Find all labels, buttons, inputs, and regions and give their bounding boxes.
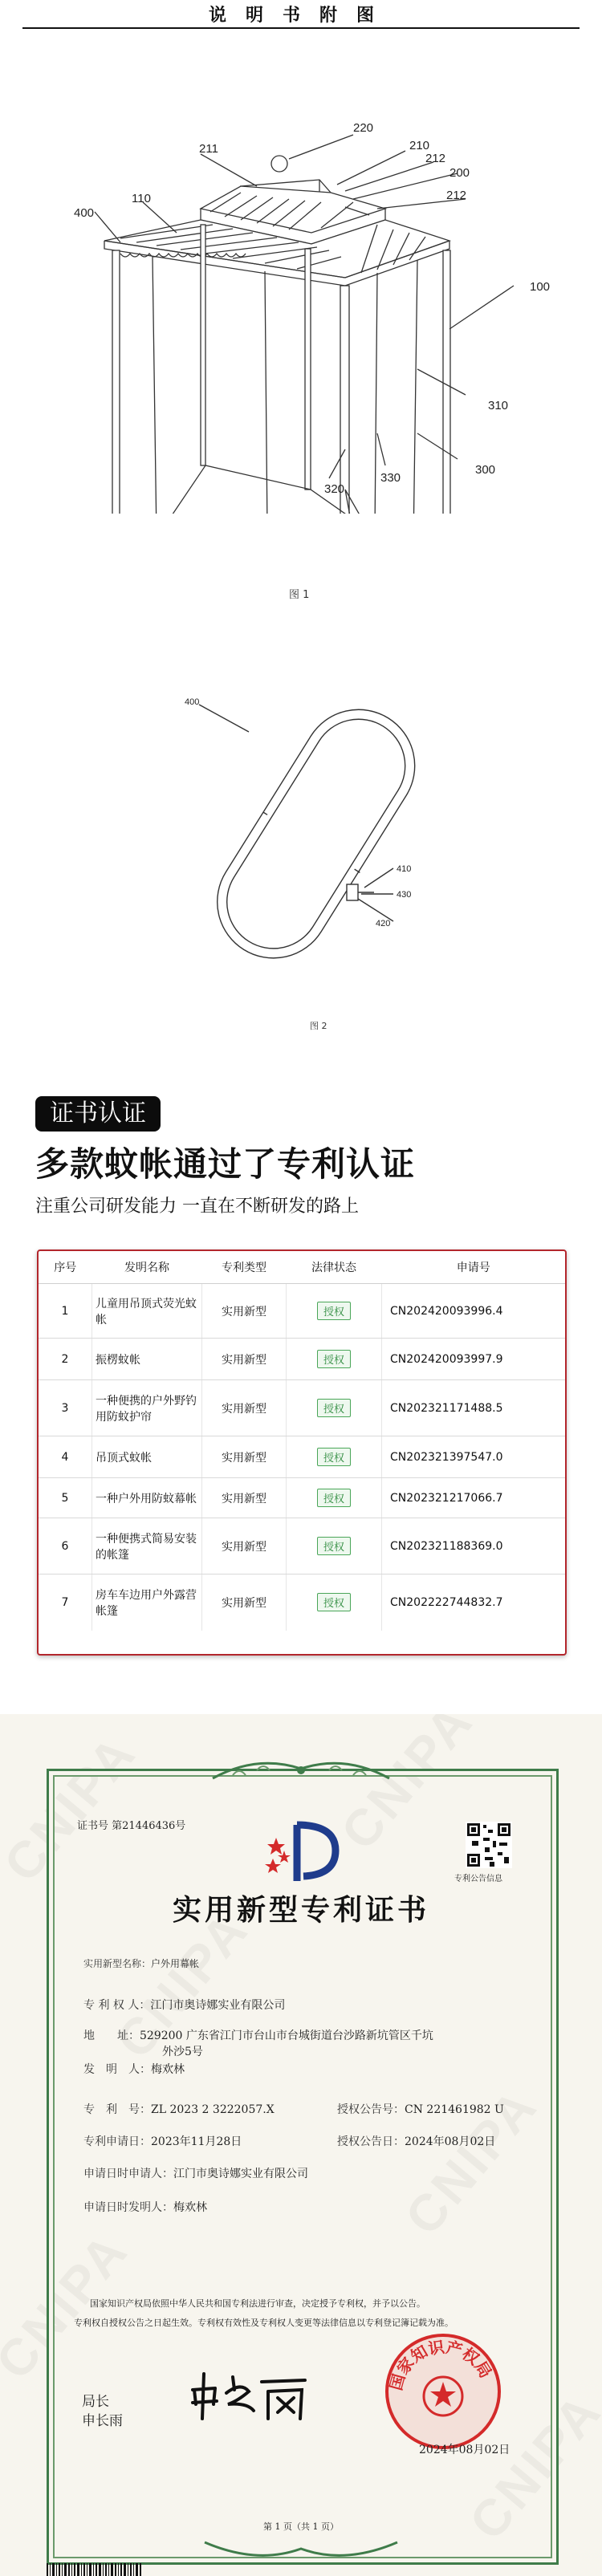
ref-410: 410 [397, 864, 412, 874]
table-row [39, 1380, 565, 1436]
field-label: 申请日时发明人： [83, 2201, 173, 2214]
cell-name: 吊顶式蚊帐 [92, 1436, 202, 1478]
ref-400-fig2: 400 [185, 697, 200, 707]
statement-1: 国家知识产权局依照中华人民共和国专利法进行审查，决定授予专利权，并予以公告。 [90, 2298, 425, 2309]
field-value: CN 221461982 U [405, 2103, 504, 2116]
barcode [47, 2563, 143, 2576]
qr-code [466, 1822, 512, 1868]
ref-210: 210 [409, 139, 430, 152]
status-badge: 授权 [317, 1302, 351, 1320]
cell-no: 7 [39, 1574, 92, 1631]
cell-type: 实用新型 [202, 1518, 287, 1574]
ref-220: 220 [353, 121, 374, 135]
table-row [39, 1339, 565, 1380]
ref-330: 330 [380, 471, 401, 485]
table-row [39, 1436, 565, 1478]
status-badge: 授权 [317, 1448, 351, 1466]
status-badge: 授权 [317, 1593, 351, 1611]
seal-date: 2024年08月02日 [419, 2444, 510, 2456]
figure-1-drawing [0, 112, 602, 514]
figure-2-label: 图 2 [310, 1021, 327, 1031]
cell-name: 一种便携式简易安装的帐篷 [92, 1518, 202, 1574]
ref-211: 211 [199, 142, 218, 156]
page-info: 第 1 页（共 1 页） [263, 2521, 339, 2532]
col-header-status: 法律状态 [287, 1251, 382, 1284]
figure-2-drawing [161, 682, 466, 995]
field-label: 专利申请日： [83, 2135, 151, 2148]
cell-no: 1 [39, 1284, 92, 1339]
ref-212-top: 212 [425, 152, 446, 165]
cell-app: CN202321397547.0 [382, 1436, 566, 1478]
field-label: 专 利 号： [83, 2103, 151, 2116]
field-label: 授权公告号： [337, 2103, 405, 2116]
status-badge: 授权 [317, 1399, 351, 1417]
patent-table-frame [37, 1249, 567, 1656]
header-rule [22, 27, 580, 29]
field-value: ZL 2023 2 3222057.X [151, 2103, 275, 2116]
cell-no: 5 [39, 1478, 92, 1518]
col-header-type: 专利类型 [202, 1251, 287, 1284]
cell-type: 实用新型 [202, 1478, 287, 1518]
figure-1-label: 图 1 [289, 589, 310, 601]
cell-name: 一种便携的户外野钓用防蚊护帘 [92, 1380, 202, 1436]
table-row [39, 1478, 565, 1518]
signer-name: 申长雨 [82, 2413, 123, 2429]
table-header-row [39, 1251, 565, 1284]
patent-table [39, 1251, 565, 1631]
official-seal [384, 2332, 502, 2451]
field-value: 2024年08月02日 [405, 2135, 496, 2148]
table-row [39, 1574, 565, 1631]
field-label: 申请日时申请人： [83, 2168, 173, 2180]
field-label: 授权公告日： [337, 2135, 405, 2148]
ref-430: 430 [397, 890, 412, 900]
cell-no: 6 [39, 1518, 92, 1574]
col-header-app: 申请号 [382, 1251, 566, 1284]
cell-app: CN202222744832.7 [390, 1595, 503, 1609]
status-badge: 授权 [317, 1537, 351, 1555]
ref-310: 310 [488, 399, 509, 412]
table-row [39, 1518, 565, 1574]
cell-app: CN202321171488.5 [382, 1380, 566, 1436]
field-label: 地 址： [83, 2030, 140, 2042]
cert-headline: 多款蚊帐通过了专利认证 [35, 1144, 416, 1184]
field-value: 外沙5号 [162, 2046, 203, 2058]
ref-200: 200 [449, 166, 470, 180]
field-value: 江门市奥诗娜实业有限公司 [150, 1999, 286, 2012]
ornament-bottom [201, 2537, 401, 2565]
cell-name: 儿童用吊顶式荧光蚊帐 [92, 1284, 202, 1339]
ref-420: 420 [376, 919, 391, 928]
ref-300: 300 [475, 463, 496, 477]
ref-110: 110 [132, 192, 151, 205]
field-label: 发 明 人： [83, 2063, 151, 2076]
field-value: 江门市奥诗娜实业有限公司 [173, 2168, 308, 2180]
cell-type: 实用新型 [202, 1436, 287, 1478]
cell-type: 实用新型 [202, 1380, 287, 1436]
cert-badge: 证书认证 [35, 1096, 161, 1132]
cell-app: CN202321188369.0 [382, 1518, 566, 1574]
cell-app: CN202420093996.4 [382, 1284, 566, 1339]
seal-text: 国家知识产权局 [385, 2337, 496, 2393]
cell-type: 实用新型 [202, 1339, 287, 1380]
certificate-number: 证书号 第21446436号 [77, 1820, 186, 1832]
field-label: 实用新型名称： [83, 1958, 152, 1969]
col-header-name: 发明名称 [92, 1251, 202, 1284]
ref-212-bottom: 212 [446, 189, 467, 202]
cert-subheadline: 注重公司研发能力 一直在不断研发的路上 [35, 1197, 359, 1217]
field-value: 梅欢林 [173, 2201, 207, 2214]
cell-app: CN202321217066.7 [382, 1478, 566, 1518]
field-value: 529200 广东省江门市台山市台城街道台沙路新坑管区千坑 [140, 2030, 433, 2042]
cell-name: 振楞蚊帐 [92, 1339, 202, 1380]
field-value: 户外用幕帐 [151, 1958, 200, 1969]
field-value: 2023年11月28日 [151, 2135, 242, 2148]
cell-type: 实用新型 [202, 1574, 287, 1631]
cell-no: 2 [39, 1339, 92, 1380]
cell-no: 4 [39, 1436, 92, 1478]
status-badge: 授权 [317, 1350, 351, 1368]
certificate-title: 实用新型专利证书 [172, 1893, 429, 1927]
ornament-top [209, 1754, 393, 1786]
drawings-header: 说明书附图 [208, 5, 393, 26]
col-header-no: 序号 [39, 1251, 92, 1284]
cell-type: 实用新型 [202, 1284, 287, 1339]
cell-name: 房车车边用户外露营帐篷 [92, 1574, 202, 1631]
ref-100: 100 [530, 280, 551, 294]
cnipa-logo [258, 1818, 347, 1886]
signature [185, 2366, 313, 2430]
patent-certificate [0, 1714, 602, 2576]
ref-320: 320 [324, 482, 345, 496]
field-value: 梅欢林 [151, 2063, 185, 2076]
table-row [39, 1284, 565, 1339]
statement-2: 专利权自授权公告之日起生效。专利权有效性及专利权人变更等法律信息以专利登记簿记载为准。 [74, 2318, 454, 2328]
ref-400: 400 [74, 206, 95, 220]
field-label: 专 利 权 人： [83, 1999, 151, 2012]
status-badge: 授权 [317, 1489, 351, 1507]
cell-no: 3 [39, 1380, 92, 1436]
cell-app: CN202420093997.9 [382, 1339, 566, 1380]
cell-name: 一种户外用防蚊幕帐 [92, 1478, 202, 1518]
signer-title: 局长 [82, 2394, 109, 2410]
qr-caption: 专利公告信息 [454, 1875, 502, 1883]
